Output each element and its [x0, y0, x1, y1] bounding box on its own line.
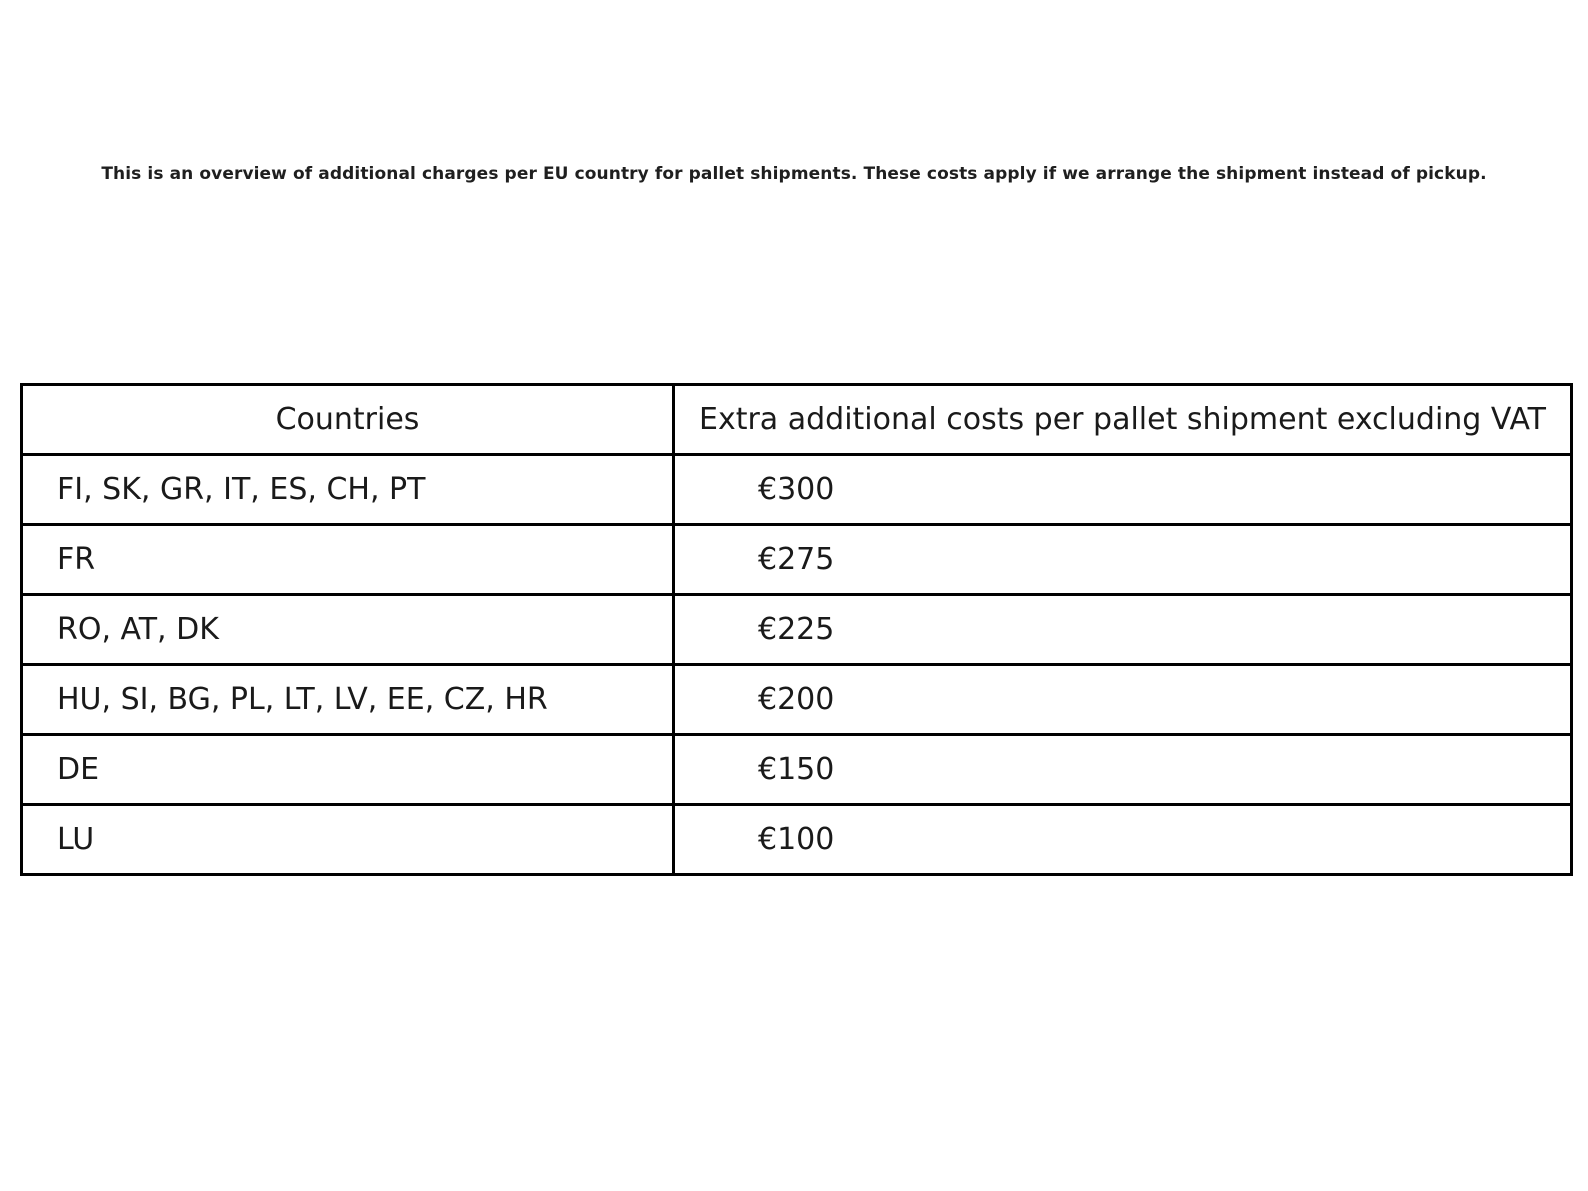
countries-cell: FR: [22, 525, 674, 595]
table-row: [22, 805, 1572, 875]
table-header-row: [22, 385, 1572, 455]
countries-cell: DE: [22, 735, 674, 805]
cost-cell: €300: [674, 455, 1572, 525]
countries-cell: FI, SK, GR, IT, ES, CH, PT: [22, 455, 674, 525]
table-row: [22, 735, 1572, 805]
cost-cell: €100: [674, 805, 1572, 875]
cost-cell: €275: [674, 525, 1572, 595]
cost-cell: €150: [674, 735, 1572, 805]
table-row: [22, 455, 1572, 525]
countries-cell: LU: [22, 805, 674, 875]
page-caption: This is an overview of additional charges per EU country for pallet shipments. These costs apply if we arrange the shipment instead of pickup.: [101, 164, 1487, 184]
countries-column-header: Countries: [22, 385, 674, 455]
table-row: [22, 665, 1572, 735]
charges-table: [20, 383, 1573, 876]
cost-cell: €200: [674, 665, 1572, 735]
countries-cell: HU, SI, BG, PL, LT, LV, EE, CZ, HR: [22, 665, 674, 735]
countries-cell: RO, AT, DK: [22, 595, 674, 665]
table-row: [22, 595, 1572, 665]
cost-cell: €225: [674, 595, 1572, 665]
table-row: [22, 525, 1572, 595]
costs-column-header: Extra additional costs per pallet shipment excluding VAT: [674, 385, 1572, 455]
